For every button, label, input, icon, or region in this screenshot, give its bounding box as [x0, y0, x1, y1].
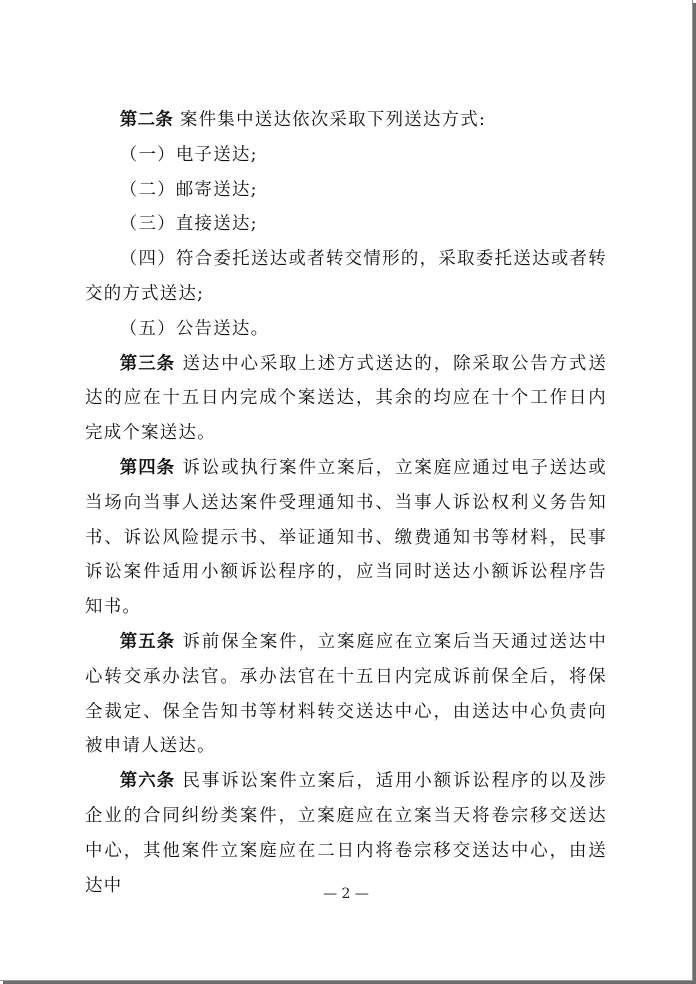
- paragraph-text: （二）邮寄送达;: [119, 179, 258, 200]
- paragraph-text: 民事诉讼案件立案后，适用小额诉讼程序的以及涉企业的合同纠纷类案件，立案庭应在立案当天将卷宗移交送达中心，其他案件立案庭应在二日内将卷宗移交送达中心，由送达中: [85, 771, 608, 896]
- article-heading: 第二条: [119, 110, 174, 130]
- paragraph-text: 送达中心采取上述方式送达的，除采取公告方式送达的应在十五日内完成个案送达，其余的均应在十个工作日内完成个案送达。: [85, 353, 608, 444]
- article-heading: 第五条: [119, 631, 176, 652]
- list-item-mail: [85, 173, 607, 208]
- paragraph-article-6: [85, 764, 607, 903]
- paragraph-text: 案件集中送达依次采取下列送达方式:: [180, 110, 487, 130]
- paragraph-text: （一）电子送达;: [119, 144, 258, 165]
- document-body: [85, 103, 607, 903]
- paragraph-text: （三）直接送达;: [119, 214, 258, 235]
- paragraph-text: （四）符合委托送达或者转交情形的，采取委托送达或者转交的方式送达;: [85, 249, 607, 304]
- paragraph-article-3: [85, 347, 607, 451]
- paragraph-article-5: [85, 625, 607, 764]
- list-item-announcement: [85, 312, 607, 347]
- article-heading: 第三条: [119, 353, 176, 374]
- paragraph-text: 诉讼或执行案件立案后，立案庭应通过电子送达或当场向当事人送达案件受理通知书、当事人诉讼权利义务告知书、诉讼风险提示书、举证通知书、缴费通知书等材料，民事诉讼案件适用小额诉讼程序的，应当同时送达小额诉讼程序告知书。: [85, 457, 608, 618]
- paragraph-article-4: [85, 451, 607, 625]
- list-item-direct: [85, 207, 607, 242]
- paragraph-text: （五）公告送达。: [119, 318, 270, 339]
- paragraph-article-2: [85, 103, 607, 138]
- article-heading: 第六条: [119, 771, 176, 792]
- article-heading: 第四条: [119, 457, 176, 478]
- list-item-electronic: [85, 138, 607, 173]
- page-number: — 2 —: [323, 886, 369, 902]
- paragraph-text: 诉前保全案件，立案庭应在立案后当天通过送达中心转交承办法官。承办法官在十五日内完成诉前保全后，将保全裁定、保全告知书等材料转交送达中心，由送达中心负责向被申请人送达。: [85, 631, 608, 757]
- list-item-entrusted: [85, 242, 607, 312]
